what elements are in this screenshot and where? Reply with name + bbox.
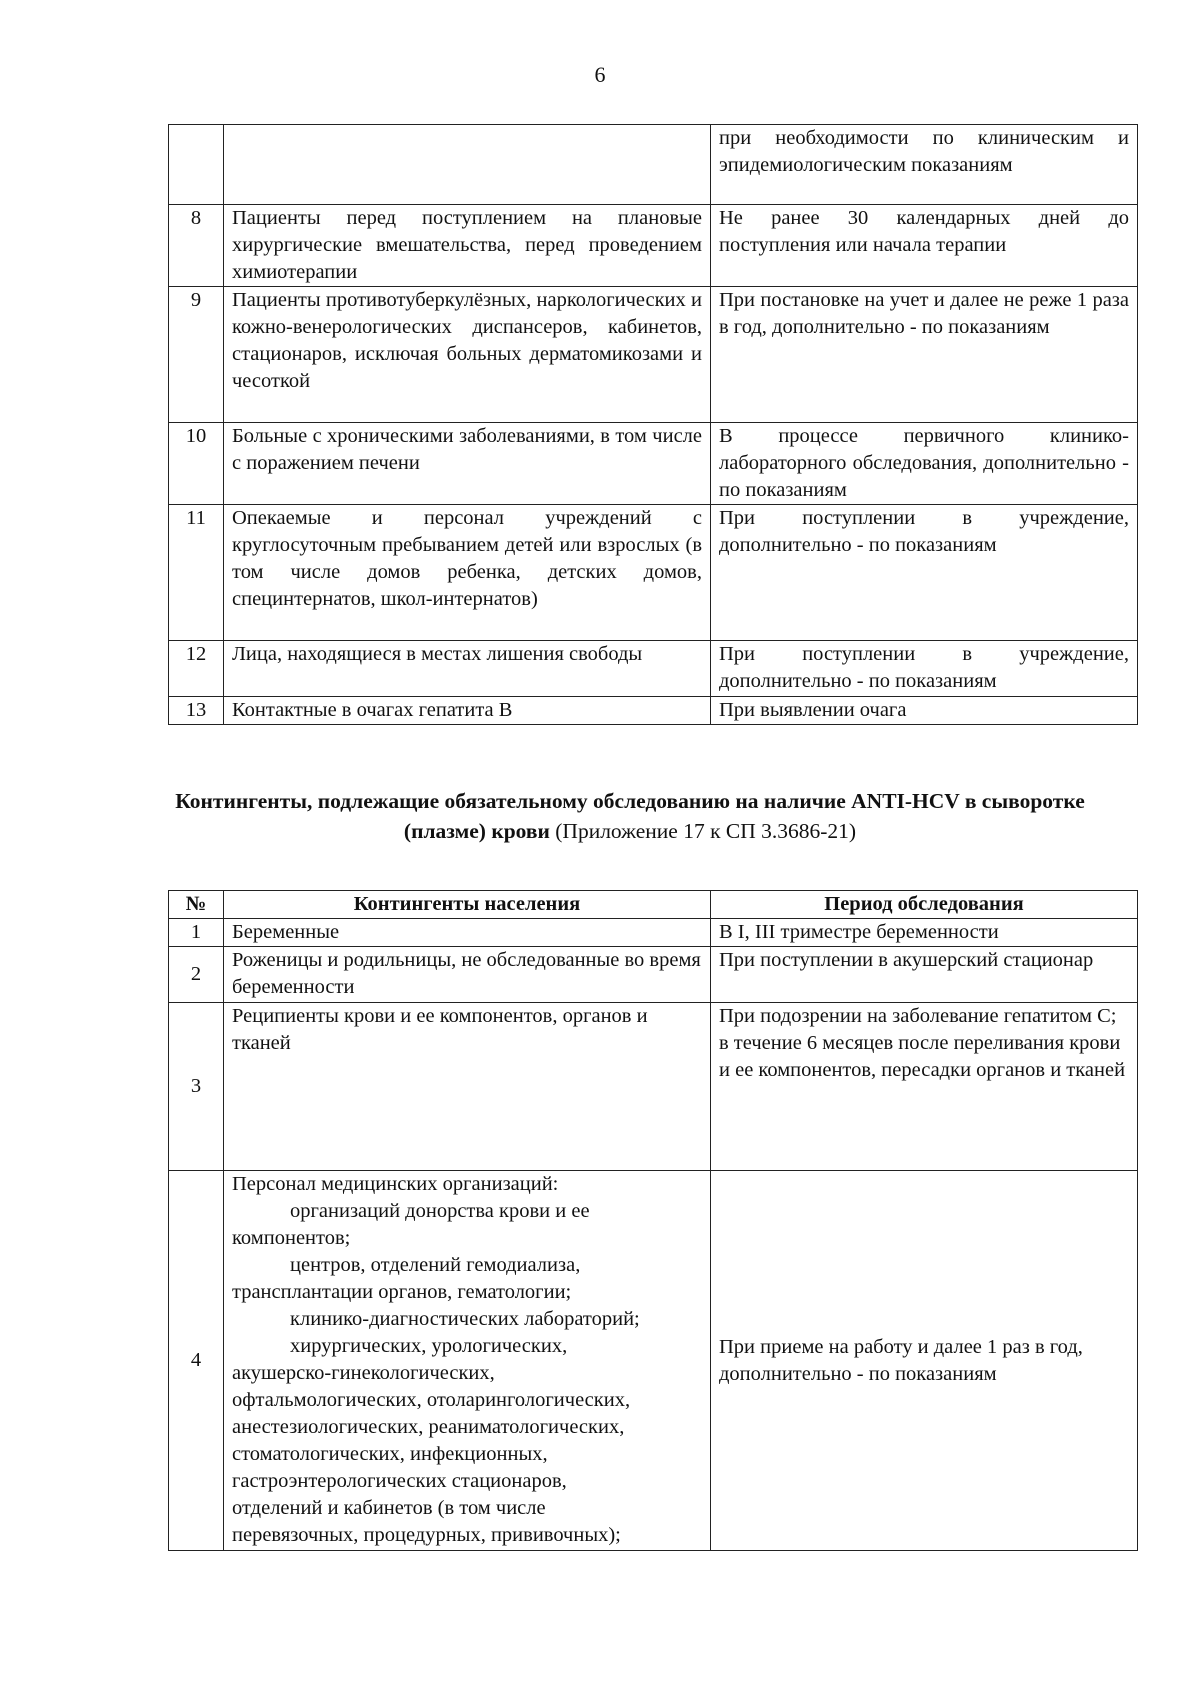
row-number: 8 xyxy=(169,205,224,287)
table-header-row xyxy=(169,891,1138,919)
contingent-cell xyxy=(224,1171,711,1551)
table-row xyxy=(169,697,1138,725)
contingent-line: акушерско-гинекологических, xyxy=(232,1362,495,1384)
header-num: № xyxy=(169,891,224,919)
page-number: 6 xyxy=(594,62,606,87)
table-row xyxy=(169,205,1138,287)
row-number: 3 xyxy=(169,1003,224,1171)
contingent-line: компонентов; xyxy=(232,1227,351,1249)
period-cell: При поступлении в учреждение, дополнительно - по показаниям xyxy=(711,505,1138,641)
period-line: При подозрении на заболевание гепатитом С; xyxy=(719,1005,1117,1027)
contingent-line: стоматологических, инфекционных, xyxy=(232,1443,548,1465)
table-row xyxy=(169,641,1138,697)
contingent-line: организаций донорства крови и ее xyxy=(290,1200,590,1222)
anti-hcv-screening-table xyxy=(168,890,1138,1551)
screening-table-continued xyxy=(168,124,1138,725)
section-title xyxy=(160,786,1100,846)
period-cell: В I, III триместре беременности xyxy=(711,919,1138,947)
contingent-line: анестезиологических, реаниматологических, xyxy=(232,1416,625,1438)
row-number xyxy=(169,125,224,205)
period-cell: при необходимости по клиническим и эпидемиологическим показаниям xyxy=(711,125,1138,205)
row-number: 2 xyxy=(169,947,224,1003)
contingent-line: трансплантации органов, гематологии; xyxy=(232,1281,572,1303)
contingent-line: клинико-диагностических лабораторий; xyxy=(290,1308,640,1330)
table-row xyxy=(169,423,1138,505)
table-row xyxy=(169,919,1138,947)
row-number: 1 xyxy=(169,919,224,947)
table-row xyxy=(169,1171,1138,1551)
period-cell: При приеме на работу и далее 1 раз в год, дополнительно - по показаниям xyxy=(711,1171,1138,1551)
section-title-reference: (Приложение 17 к СП 3.3686-21) xyxy=(549,819,857,843)
contingent-cell: Лица, находящиеся в местах лишения свободы xyxy=(224,641,711,697)
row-number: 4 xyxy=(169,1171,224,1551)
row-number: 9 xyxy=(169,287,224,423)
contingent-line: гастроэнтерологических стационаров, xyxy=(232,1470,567,1492)
header-period: Период обследования xyxy=(711,891,1138,919)
period-cell: При поступлении в акушерский стационар xyxy=(711,947,1138,1003)
contingent-line: офтальмологических, отоларингологических, xyxy=(232,1389,631,1411)
table-row xyxy=(169,1003,1138,1171)
header-contingent: Контингенты населения xyxy=(224,891,711,919)
row-number: 13 xyxy=(169,697,224,725)
contingent-cell: Пациенты противотуберкулёзных, наркологических и кожно-венерологических диспансеров, кабинетов, стационаров, исключая больных дерматомикозами и чесоткой xyxy=(224,287,711,423)
contingent-line: отделений и кабинетов (в том числе xyxy=(232,1497,546,1519)
contingent-line: центров, отделений гемодиализа, xyxy=(290,1254,581,1276)
section-title-bold: Контингенты, подлежащие обязательному обследованию на наличие ANTI-HCV в сыворотке (плазме) крови xyxy=(175,789,1085,843)
contingent-line: Персонал медицинских организаций: xyxy=(232,1173,559,1195)
table-row xyxy=(169,505,1138,641)
row-number: 10 xyxy=(169,423,224,505)
row-number: 12 xyxy=(169,641,224,697)
contingent-cell: Больные с хроническими заболеваниями, в том числе с поражением печени xyxy=(224,423,711,505)
period-cell: При выявлении очага xyxy=(711,697,1138,725)
table-row xyxy=(169,947,1138,1003)
contingent-cell: Беременные xyxy=(224,919,711,947)
table-row xyxy=(169,125,1138,205)
contingent-line: хирургических, урологических, xyxy=(290,1335,568,1357)
contingent-cell: Роженицы и родильницы, не обследованные во время беременности xyxy=(224,947,711,1003)
contingent-cell: Реципиенты крови и ее компонентов, органов и тканей xyxy=(224,1003,711,1171)
row-number: 11 xyxy=(169,505,224,641)
period-cell: При постановке на учет и далее не реже 1 раза в год, дополнительно - по показаниям xyxy=(711,287,1138,423)
contingent-cell: Контактные в очагах гепатита В xyxy=(224,697,711,725)
contingent-cell: Пациенты перед поступлением на плановые хирургические вмешательства, перед проведением химиотерапии xyxy=(224,205,711,287)
contingent-line: перевязочных, процедурных, прививочных); xyxy=(232,1524,621,1546)
table-row xyxy=(169,287,1138,423)
period-cell: В процессе первичного клинико-лабораторного обследования, дополнительно - по показаниям xyxy=(711,423,1138,505)
period-cell: Не ранее 30 календарных дней до поступления или начала терапии xyxy=(711,205,1138,287)
contingent-cell: Опекаемые и персонал учреждений с круглосуточным пребыванием детей или взрослых (в том числе домов ребенка, детских домов, специнтернатов, школ-интернатов) xyxy=(224,505,711,641)
contingent-cell xyxy=(224,125,711,205)
period-cell xyxy=(711,1003,1138,1171)
period-cell: При поступлении в учреждение, дополнительно - по показаниям xyxy=(711,641,1138,697)
period-line: в течение 6 месяцев после переливания крови и ее компонентов, пересадки органов и тканей xyxy=(719,1032,1126,1081)
